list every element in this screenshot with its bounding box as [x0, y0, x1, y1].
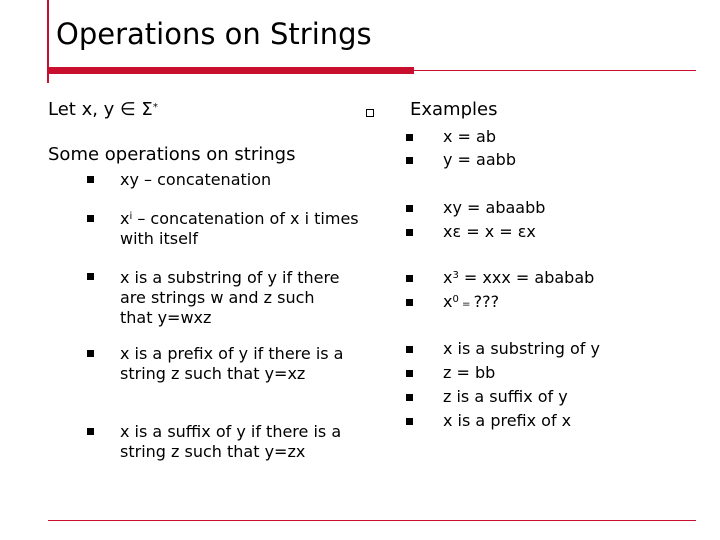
example-item: y = aabb — [443, 150, 516, 169]
square-bullet-icon — [87, 273, 94, 280]
list-item: xy – concatenation — [120, 170, 272, 189]
square-bullet-icon — [406, 229, 413, 236]
kleene-star: * — [152, 102, 158, 113]
example-item: $x^3$ = xxx = ababab — [443, 268, 595, 287]
slide-title: Operations on Strings — [56, 17, 372, 51]
square-bullet-icon — [406, 346, 413, 353]
intro-text-main: Let x, y ∈ Σ — [48, 99, 153, 120]
example-item: x is a substring of y — [443, 339, 600, 358]
right-heading: Examples — [410, 99, 498, 120]
square-bullet-icon — [87, 428, 94, 435]
hollow-square-bullet-icon — [366, 109, 374, 117]
list-item: x is a substring of y if there are strings w and z such that y=wxz — [120, 268, 340, 327]
square-bullet-icon — [87, 176, 94, 183]
square-bullet-icon — [406, 370, 413, 377]
example-item: z is a suffix of y — [443, 387, 568, 406]
square-bullet-icon — [406, 157, 413, 164]
square-bullet-icon — [406, 418, 413, 425]
intro-line — [48, 99, 158, 121]
square-bullet-icon — [87, 350, 94, 357]
list-item: x is a suffix of y if there is a string z such that y=zx — [120, 422, 342, 461]
square-bullet-icon — [406, 275, 413, 282]
left-heading: Some operations on strings — [48, 144, 296, 165]
example-item: xε = x = εx — [443, 222, 536, 241]
list-item-text: $x^i$ – concatenation of x i times with itself — [120, 209, 359, 248]
square-bullet-icon — [406, 205, 413, 212]
list-item — [120, 209, 360, 249]
example-item: x = ab — [443, 127, 497, 146]
square-bullet-icon — [406, 299, 413, 306]
square-bullet-icon — [406, 134, 413, 141]
example-item: $x^0$ = ??? — [443, 292, 500, 311]
title-underline-bar — [48, 67, 414, 74]
list-item: x is a prefix of y if there is a string z such that y=xz — [120, 344, 344, 383]
example-item: xy = abaabb — [443, 198, 546, 217]
square-bullet-icon — [406, 394, 413, 401]
example-item: x is a prefix of x — [443, 411, 572, 430]
example-item: z = bb — [443, 363, 496, 382]
footer-line — [48, 520, 696, 521]
square-bullet-icon — [87, 215, 94, 222]
title-underline-thin — [414, 70, 696, 71]
